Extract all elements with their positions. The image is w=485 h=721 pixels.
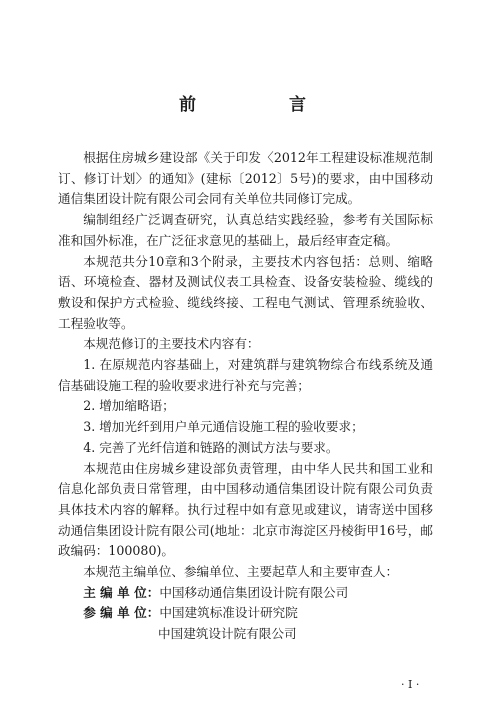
participating-unit-name-2: 中国建筑设计院有限公司 [158,626,297,642]
revision-item-2: 2. 增加缩略语； [83,398,175,414]
page-title: 前 言 [179,95,344,115]
participating-unit-name-1: 中国建筑标准设计研究院 [159,605,298,621]
paragraph-units-intro: 本规范主编单位、参编单位、主要起草人和主要审查人： [83,564,399,580]
paragraph-basis: 根据住房城乡建设部《关于印发〈2012年工程建设标准规范制订、修订计划〉的通知》(建标〔2012〕5号)的要求，由中国移动通信集团设计院有限公司会同有关单位共同修订完成。 [58,150,433,207]
chief-unit-label: 主 编 单 位： [83,584,160,600]
participating-unit-row [58,603,433,624]
paragraph-research: 编制组经广泛调查研究，认真总结实践经验，参考有关国际标准和国外标准，在广泛征求意见的基础上，最后经审查定稿。 [58,212,433,248]
revision-item-3: 3. 增加光纤到用户单元通信设施工程的验收要求； [83,419,364,435]
paragraph-management: 本规范由住房城乡建设部负责管理，由中华人民共和国工业和信息化部负责日常管理，由中国移动通信集团设计院有限公司负责具体技术内容的解释。执行过程中如有意见或建议，请寄送中国移动通信集团设计院有限公司(地址：北京市海淀区丹棱街甲16号，邮政编码：100080)。 [58,460,433,559]
preface-body [58,148,433,645]
paragraph-contents: 本规范共分10章和3个附录，主要技术内容包括：总则、缩略语、环境检查、器材及测试仪表工具检查、设备安装检验、缆线的敷设和保护方式检验、缆线终接、工程电气测试、管理系统验收、工程验收等。 [58,253,433,331]
participating-unit-label: 参 编 单 位： [83,605,160,621]
paragraph-revision-intro: 本规范修订的主要技术内容有： [83,336,260,352]
chief-unit-row [58,583,433,604]
chief-unit-name: 中国移动通信集团设计院有限公司 [159,584,349,600]
revision-item-1: 1. 在原规范内容基础上，对建筑群与建筑物综合布线系统及通信基础设施工程的验收要求进行补充与完善； [58,357,433,393]
page-number: · I · [401,678,420,691]
revision-item-4: 4. 完善了光纤信道和链路的测试方法与要求。 [83,439,339,455]
